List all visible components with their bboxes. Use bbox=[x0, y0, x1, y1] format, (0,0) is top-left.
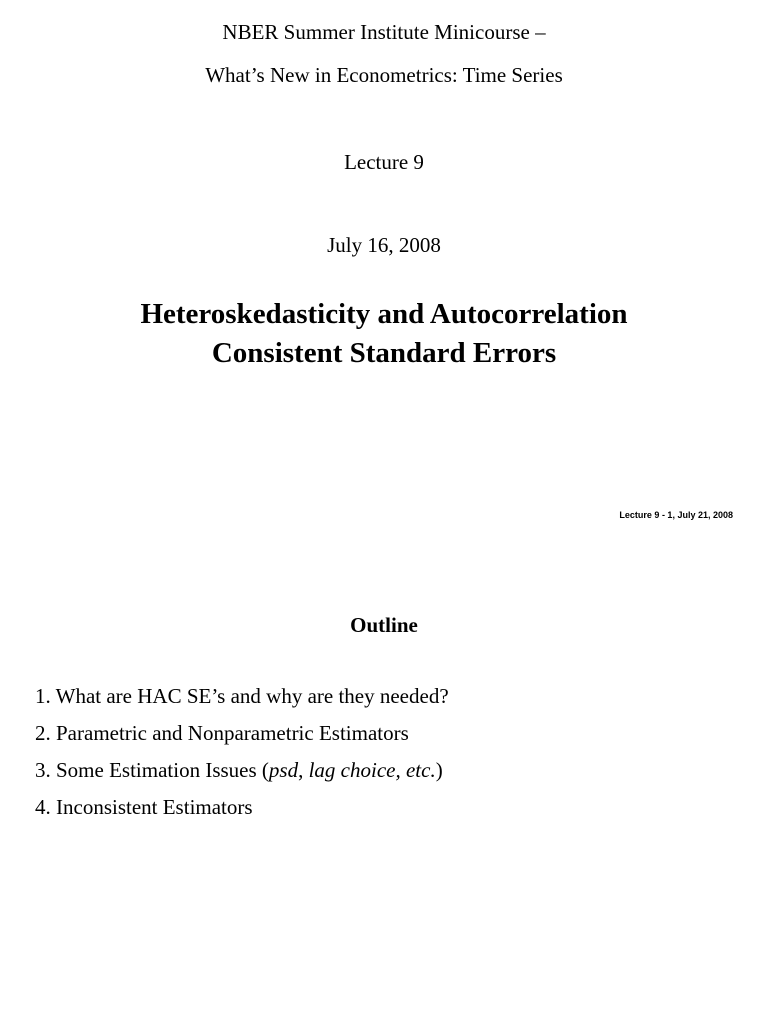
outline-item-text: 1. What are HAC SE’s and why are they needed? bbox=[35, 684, 449, 708]
outline-item-suffix: ) bbox=[435, 758, 443, 782]
outline-item bbox=[35, 795, 449, 819]
outline-list bbox=[35, 684, 449, 832]
outline-item bbox=[35, 758, 449, 782]
lecture-number: Lecture 9 bbox=[344, 150, 424, 174]
lecture-title bbox=[0, 295, 768, 373]
lecture-date: July 16, 2008 bbox=[327, 233, 441, 257]
outline-item-text: 4. Inconsistent Estimators bbox=[35, 795, 253, 819]
outline-item bbox=[35, 684, 449, 708]
course-subtitle: What’s New in Econometrics: Time Series bbox=[205, 63, 563, 87]
outline-item-prefix: 3. Some Estimation Issues ( bbox=[35, 758, 269, 782]
outline-heading: Outline bbox=[350, 613, 418, 637]
outline-item-separator: , bbox=[298, 758, 309, 782]
outline-item-text: 2. Parametric and Nonparametric Estimators bbox=[35, 721, 409, 745]
outline-item-emphasis-lag: lag choice, etc. bbox=[308, 758, 436, 782]
page-footer-label: Lecture 9 - 1, July 21, 2008 bbox=[619, 510, 733, 520]
outline-item bbox=[35, 721, 449, 745]
course-name: NBER Summer Institute Minicourse – bbox=[222, 20, 546, 44]
outline-item-emphasis-psd: psd bbox=[268, 758, 299, 782]
lecture-title-line-1: Heteroskedasticity and Autocorrelation bbox=[140, 298, 628, 330]
lecture-title-line-2: Consistent Standard Errors bbox=[211, 337, 557, 369]
